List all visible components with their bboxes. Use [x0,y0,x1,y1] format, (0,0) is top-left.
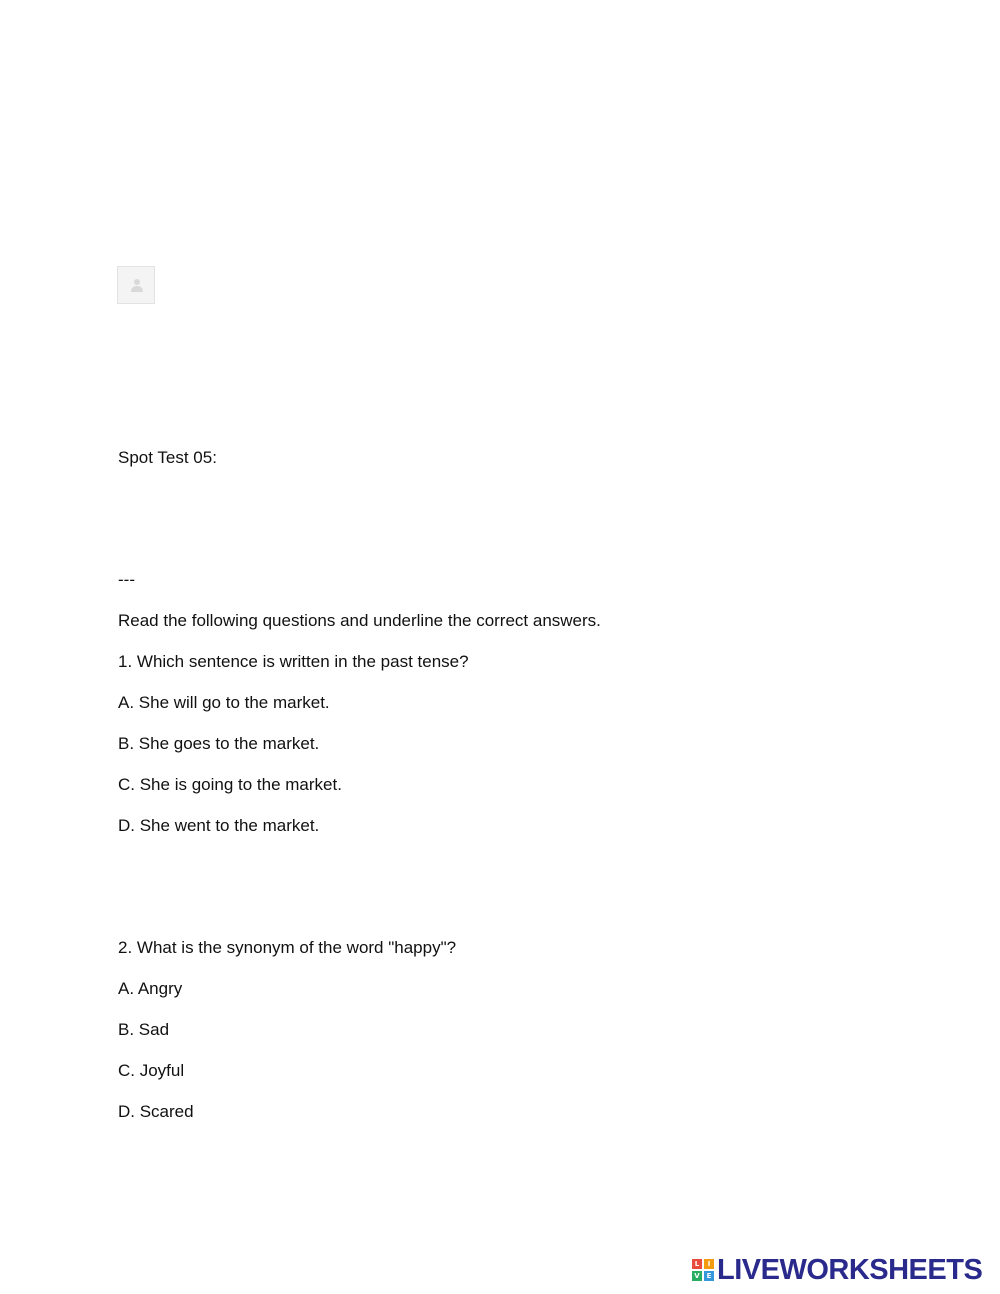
question-1-option-a[interactable]: A. She will go to the market. [118,693,330,712]
question-1-prompt: 1. Which sentence is written in the past tense? [118,652,469,671]
separator: --- [118,570,135,589]
avatar-placeholder [117,266,155,304]
question-1-option-d[interactable]: D. She went to the market. [118,816,320,835]
logo-block-e: E [704,1271,714,1281]
logo-mark-icon [692,1259,714,1281]
question-1-option-b[interactable]: B. She goes to the market. [118,734,320,753]
question-2-option-b[interactable]: B. Sad [118,1020,170,1039]
question-2-prompt: 2. What is the synonym of the word "happy"? [118,938,457,957]
worksheet-title: Spot Test 05: [118,448,217,467]
question-1-option-c[interactable]: C. She is going to the market. [118,775,342,794]
question-2-option-c[interactable]: C. Joyful [118,1061,185,1080]
liveworksheets-logo [692,1253,982,1287]
logo-block-l: L [692,1259,702,1269]
logo-block-v: V [692,1271,702,1281]
logo-wordmark: LIVEWORKSHEETS [717,1253,983,1286]
question-2-option-d[interactable]: D. Scared [118,1102,194,1121]
question-2-option-a[interactable]: A. Angry [118,979,183,998]
instructions: Read the following questions and underline the correct answers. [118,611,601,630]
user-placeholder-icon [129,277,145,293]
logo-block-i: I [704,1259,714,1269]
